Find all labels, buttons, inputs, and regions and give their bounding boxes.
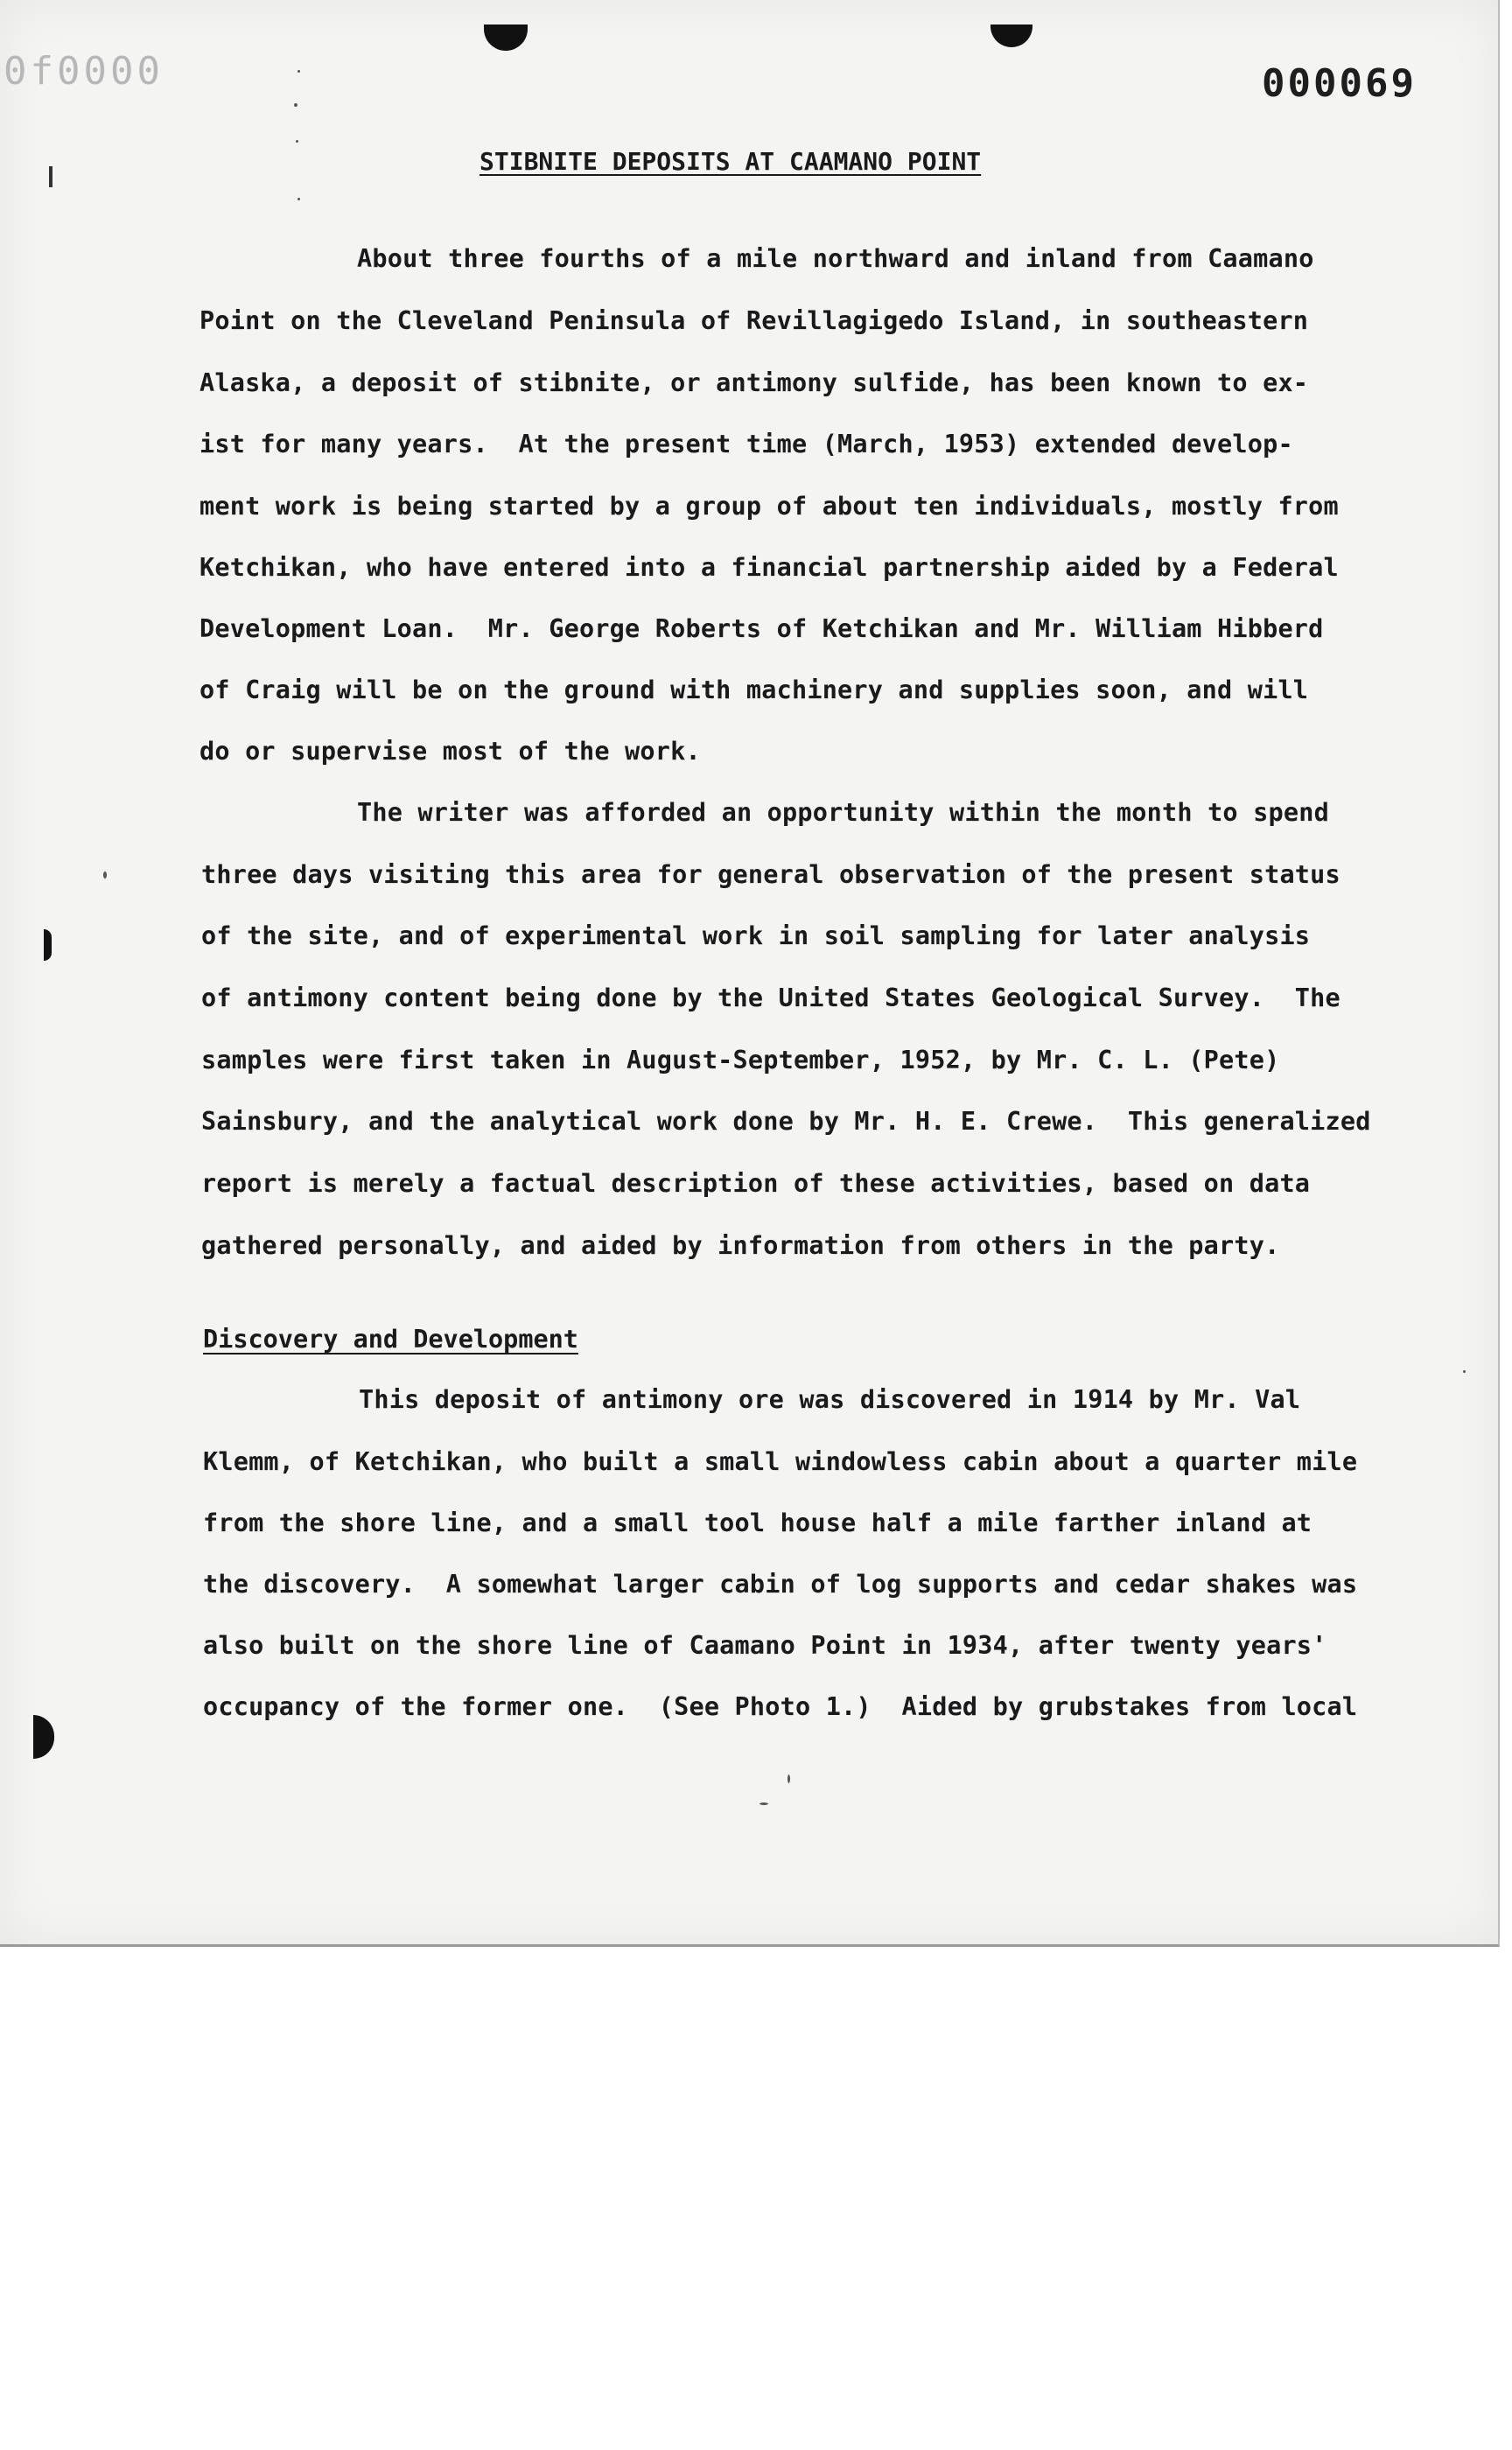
scan-speck	[294, 103, 298, 107]
punch-hole-mark	[44, 929, 52, 961]
paragraph-line: of antimony content being done by the United States Geological Survey. The	[201, 984, 1340, 1012]
scan-speck	[298, 198, 300, 200]
paragraph-line: samples were first taken in August-September, 1952, by Mr. C. L. (Pete)	[201, 1046, 1280, 1074]
archive-stamp: 0f0000	[4, 49, 164, 94]
paragraph-line: occupancy of the former one. (See Photo 1.) Aided by grubstakes from local	[203, 1692, 1358, 1721]
punch-hole-mark	[49, 166, 52, 187]
document-title: STIBNITE DEPOSITS AT CAAMANO POINT	[480, 147, 982, 176]
paragraph-line: also built on the shore line of Caamano Point in 1934, after twenty years'	[203, 1631, 1327, 1660]
scan-speck	[103, 872, 107, 878]
paragraph-line: About three fourths of a mile northward and inland from Caamano	[357, 244, 1314, 273]
paragraph-line: from the shore line, and a small tool house half a mile farther inland at	[203, 1508, 1312, 1537]
scan-speck	[296, 140, 298, 143]
scan-speck	[1463, 1370, 1466, 1373]
paragraph-line: Sainsbury, and the analytical work done by Mr. H. E. Crewe. This generalized	[201, 1107, 1371, 1136]
paragraph-line: the discovery. A somewhat larger cabin of log supports and cedar shakes was	[203, 1570, 1358, 1599]
paragraph-line: Development Loan. Mr. George Roberts of Ketchikan and Mr. William Hibberd	[200, 614, 1324, 643]
paragraph-line: report is merely a factual description of these activities, based on data	[201, 1169, 1311, 1198]
paragraph-line: Point on the Cleveland Peninsula of Revillagigedo Island, in southeastern	[200, 306, 1309, 335]
paragraph-line: Klemm, of Ketchikan, who built a small windowless cabin about a quarter mile	[203, 1447, 1358, 1476]
scan-speck	[760, 1802, 768, 1805]
paragraph-line: of Craig will be on the ground with machinery and supplies soon, and will	[200, 676, 1309, 704]
paragraph-line: The writer was afforded an opportunity within the month to spend	[357, 798, 1329, 827]
paragraph-line: three days visiting this area for general observation of the present status	[201, 860, 1340, 889]
paragraph-line: of the site, and of experimental work in soil sampling for later analysis	[201, 921, 1311, 950]
page-number-stamp: 000069	[1262, 61, 1417, 106]
paragraph-line: Alaska, a deposit of stibnite, or antimony sulfide, has been known to ex-	[200, 368, 1309, 397]
paragraph-line: ist for many years. At the present time (March, 1953) extended develop-	[200, 430, 1293, 458]
scan-speck	[788, 1774, 790, 1783]
punch-hole-mark	[33, 1715, 54, 1759]
section-heading: Discovery and Development	[203, 1325, 578, 1354]
paragraph-line: ment work is being started by a group of about ten individuals, mostly from	[200, 492, 1339, 521]
paragraph-line: Ketchikan, who have entered into a financial partnership aided by a Federal	[200, 553, 1339, 582]
punch-hole-mark	[484, 24, 528, 51]
paragraph-line: gathered personally, and aided by information from others in the party.	[201, 1231, 1280, 1260]
scan-speck	[298, 70, 300, 73]
paragraph-line: do or supervise most of the work.	[200, 737, 701, 766]
punch-hole-mark	[990, 24, 1032, 47]
paragraph-line: This deposit of antimony ore was discovered in 1914 by Mr. Val	[359, 1385, 1301, 1414]
